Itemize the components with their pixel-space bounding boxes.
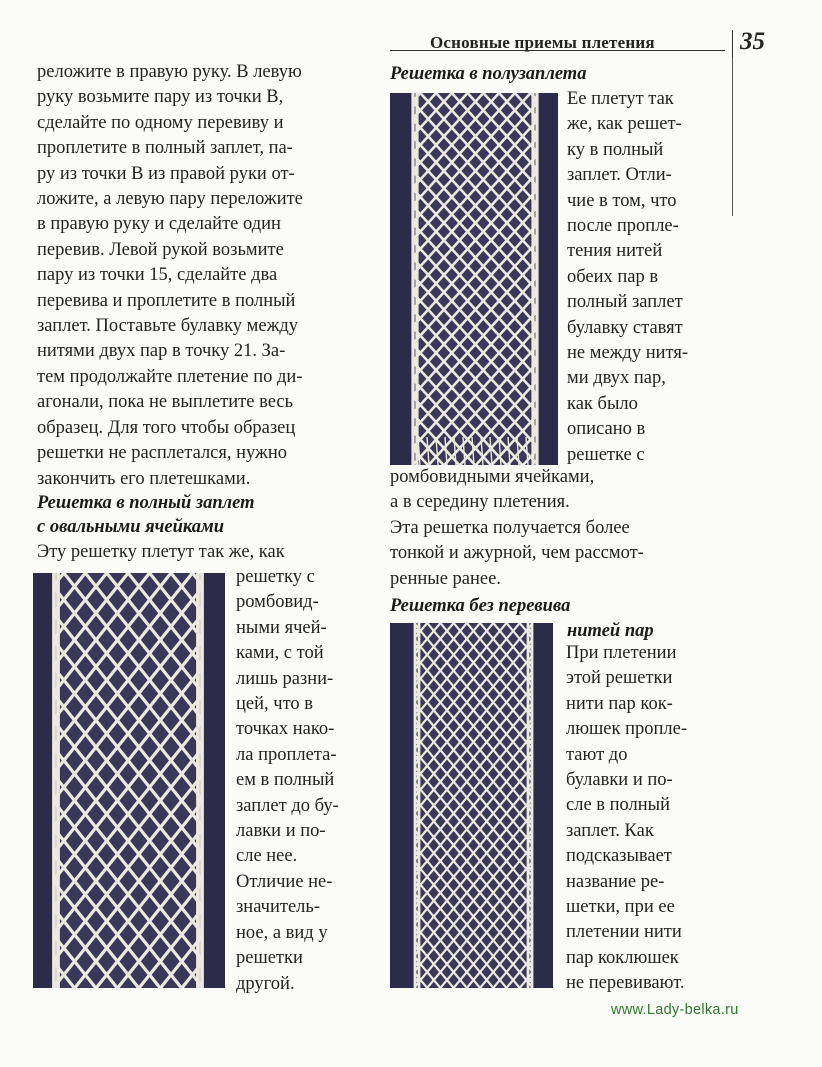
text-line: ромбовидными ячейками, bbox=[390, 467, 595, 487]
heading-no-twist-mesh-cont bbox=[567, 619, 654, 643]
text-line: нити пар кок- bbox=[566, 693, 673, 714]
text-line: решетку с bbox=[236, 567, 315, 587]
text-line: плетении нити bbox=[566, 922, 682, 943]
heading-line: нитей пар bbox=[567, 621, 654, 641]
text-line: значитель- bbox=[236, 897, 321, 918]
text-line: пару из точки 15, сделайте два bbox=[37, 265, 278, 286]
oval-intro bbox=[37, 540, 285, 565]
text-line: а в середину плетения. bbox=[390, 492, 570, 513]
text-line: Ее плетут так bbox=[567, 89, 674, 109]
text-line: тем продолжайте плетение по ди- bbox=[37, 366, 303, 387]
text-line: сле нее. bbox=[236, 846, 298, 867]
text-line: цей, что в bbox=[236, 694, 314, 715]
text-line: Эту решетку плетут так же, как bbox=[37, 542, 285, 562]
oval-description bbox=[236, 565, 339, 997]
text-line: ру из точки В из правой руки от- bbox=[37, 163, 295, 184]
text-line: агонали, пока не выплетите весь bbox=[37, 392, 294, 413]
text-line: тонкой и ажурной, чем рассмот- bbox=[390, 543, 644, 564]
lace-half-stitch-mesh-photo bbox=[390, 93, 558, 465]
text-line: решетке с bbox=[567, 444, 645, 465]
half-stitch-description bbox=[567, 87, 688, 468]
heading-line: с овальными ячейками bbox=[37, 517, 224, 537]
text-line: ромбовид- bbox=[236, 592, 319, 613]
lace-no-twist-mesh-photo bbox=[390, 623, 553, 988]
text-line: не между нитя- bbox=[567, 343, 689, 364]
text-line: лавки и по- bbox=[236, 821, 326, 842]
text-line: полный заплет bbox=[567, 292, 683, 313]
heading-half-stitch-mesh bbox=[390, 62, 586, 86]
text-line: реложите в правую руку. В левую bbox=[37, 62, 302, 82]
text-line: заплет до бу- bbox=[236, 795, 339, 816]
heading-no-twist-mesh bbox=[390, 594, 570, 618]
text-line: пар коклюшек bbox=[566, 947, 679, 968]
half-stitch-description-cont bbox=[390, 465, 644, 592]
text-line: проплетите в полный заплет, па- bbox=[37, 138, 293, 159]
text-line: тают до bbox=[566, 744, 628, 765]
text-line: Эта решетка получается более bbox=[390, 517, 630, 538]
lace-oval-mesh-photo bbox=[33, 573, 225, 988]
text-line: ложите, а левую пару переложите bbox=[37, 189, 303, 210]
text-line: ку в полный bbox=[567, 139, 664, 160]
text-line: ное, а вид у bbox=[236, 922, 328, 943]
text-line: этой решетки bbox=[566, 668, 673, 689]
text-line: другой. bbox=[236, 973, 295, 994]
text-line: заплет. Отли- bbox=[567, 165, 672, 186]
no-twist-description bbox=[566, 641, 687, 997]
text-line: ными ячей- bbox=[236, 617, 327, 638]
text-line: лишь разни- bbox=[236, 668, 334, 689]
text-line: заплет. Как bbox=[566, 820, 654, 841]
lace-oval-mesh-image bbox=[33, 573, 225, 988]
text-line: ренные ранее. bbox=[390, 568, 501, 589]
text-line: перевива и проплетите в полный bbox=[37, 290, 296, 311]
text-line: нитями двух пар в точку 21. За- bbox=[37, 341, 286, 362]
heading-oval-mesh bbox=[37, 491, 255, 539]
running-header bbox=[390, 30, 790, 54]
text-line: точках нако- bbox=[236, 719, 335, 740]
text-line: ла проплета- bbox=[236, 744, 337, 765]
continued-paragraph bbox=[37, 60, 303, 492]
text-line: описано в bbox=[567, 419, 646, 440]
text-line: же, как решет- bbox=[567, 114, 682, 135]
text-line: шетки, при ее bbox=[566, 897, 675, 918]
text-line: чие в том, что bbox=[567, 190, 677, 211]
text-line: люшек пропле- bbox=[566, 719, 688, 740]
text-line: после пропле- bbox=[567, 216, 679, 237]
page-number: 35 bbox=[740, 28, 765, 55]
text-line: ми двух пар, bbox=[567, 368, 666, 389]
text-line: обеих пар в bbox=[567, 266, 659, 287]
text-line: название ре- bbox=[566, 871, 665, 892]
text-line: решетки не расплетался, нужно bbox=[37, 443, 287, 464]
margin-rule bbox=[732, 58, 733, 216]
text-line: булавки и по- bbox=[566, 770, 673, 791]
text-line: сделайте по одному перевиву и bbox=[37, 112, 284, 133]
text-line: руку возьмите пару из точки В, bbox=[37, 87, 284, 108]
chapter-title: Основные приемы плетения bbox=[430, 33, 655, 52]
text-line: как было bbox=[567, 393, 638, 414]
text-line: образец. Для того чтобы образец bbox=[37, 417, 296, 438]
heading-line: Решетка в полузаплета bbox=[390, 64, 587, 84]
text-line: ками, с той bbox=[236, 643, 324, 664]
lace-half-stitch-mesh-image bbox=[390, 93, 558, 465]
text-line: не перевивают. bbox=[566, 973, 685, 994]
text-line: Отличие не- bbox=[236, 871, 333, 892]
text-line: ем в полный bbox=[236, 770, 335, 791]
heading-line: Решетка без перевива bbox=[390, 596, 571, 616]
text-line: подсказывает bbox=[566, 846, 672, 867]
website-link[interactable]: www.Lady-belka.ru bbox=[611, 1002, 739, 1018]
text-line: булавку ставят bbox=[567, 317, 683, 338]
text-line: закончить его плетешками. bbox=[37, 468, 251, 489]
text-line: тения нитей bbox=[567, 241, 663, 262]
text-line: перевив. Левой рукой возьмите bbox=[37, 239, 284, 260]
text-line: заплет. Поставьте булавку между bbox=[37, 316, 299, 337]
text-line: сле в полный bbox=[566, 795, 671, 816]
text-line: в правую руку и сделайте один bbox=[37, 214, 281, 235]
header-divider bbox=[732, 30, 733, 58]
heading-line: Решетка в полный заплет bbox=[37, 493, 255, 513]
text-line: решетки bbox=[236, 948, 303, 969]
text-line: При плетении bbox=[566, 643, 677, 663]
lace-no-twist-mesh-image bbox=[390, 623, 553, 988]
